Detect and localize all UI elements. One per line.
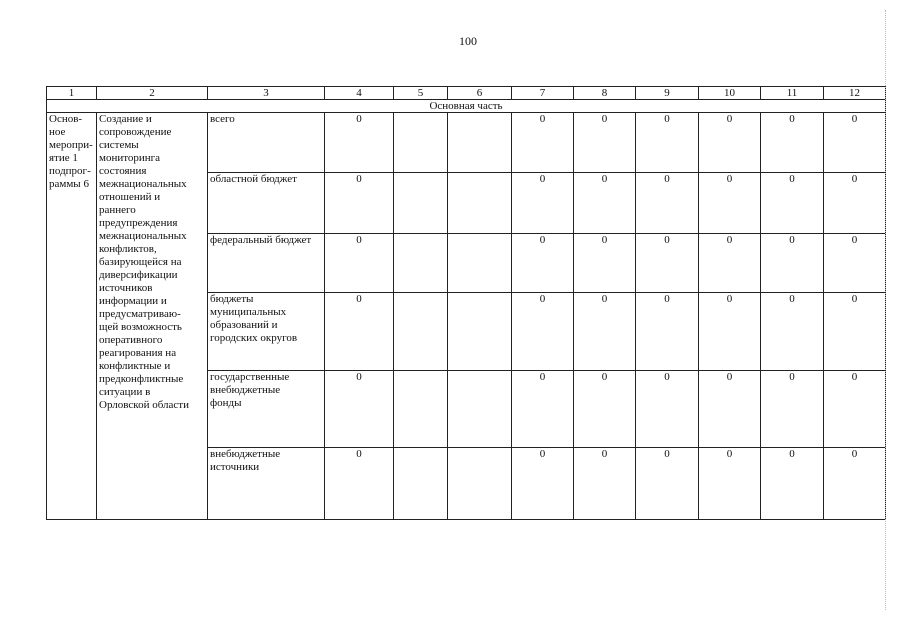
- funding-source-line: всего: [210, 113, 235, 125]
- value-cell: 0: [512, 293, 574, 371]
- value-cell: 0: [512, 234, 574, 293]
- value-cell: 0: [512, 113, 574, 173]
- funding-source-line: образований и: [210, 319, 278, 331]
- funding-source-line: городских округов: [210, 332, 298, 344]
- value-cell: 0: [761, 113, 824, 173]
- value-cell: 0: [512, 448, 574, 520]
- activity-description-line: отношений и: [99, 191, 161, 203]
- column-header: 2: [97, 87, 208, 100]
- funding-source-line: федеральный бюджет: [210, 234, 312, 246]
- value-cell: 0: [325, 293, 394, 371]
- funding-source-cell: [208, 113, 325, 173]
- activity-description-line: щей возможность: [99, 321, 182, 333]
- activity-description-line: базирующейся на: [99, 256, 182, 268]
- budget-table: [46, 86, 886, 520]
- funding-source-line: источники: [210, 461, 260, 473]
- funding-source-line: областной бюджет: [210, 173, 297, 185]
- value-cell: 0: [824, 448, 886, 520]
- activity-description-line: оперативного: [99, 334, 163, 346]
- value-cell: 0: [512, 371, 574, 448]
- funding-source-line: муниципальных: [210, 306, 287, 318]
- column-header: 9: [636, 87, 699, 100]
- value-cell: [394, 371, 448, 448]
- value-cell: 0: [824, 234, 886, 293]
- activity-description-line: конфликтов,: [99, 243, 157, 255]
- value-cell: 0: [325, 448, 394, 520]
- funding-source-cell: [208, 173, 325, 234]
- activity-description-line: источников: [99, 282, 153, 294]
- value-cell: 0: [636, 448, 699, 520]
- value-cell: [448, 448, 512, 520]
- event-label-line: Основ-: [49, 113, 83, 125]
- activity-description-line: Создание и: [99, 113, 152, 125]
- section-title: Основная часть: [47, 100, 886, 113]
- column-header: 12: [824, 87, 886, 100]
- value-cell: 0: [761, 234, 824, 293]
- value-cell: 0: [699, 173, 761, 234]
- value-cell: 0: [761, 293, 824, 371]
- value-cell: 0: [325, 371, 394, 448]
- activity-description-line: состояния: [99, 165, 147, 177]
- value-cell: 0: [761, 173, 824, 234]
- activity-description-line: мониторинга: [99, 152, 161, 164]
- activity-description-line: сопровождение: [99, 126, 172, 138]
- value-cell: 0: [574, 448, 636, 520]
- value-cell: 0: [574, 234, 636, 293]
- activity-description-line: предусматриваю-: [99, 308, 181, 320]
- value-cell: [448, 173, 512, 234]
- activity-description-line: межнациональных: [99, 178, 187, 190]
- value-cell: 0: [325, 234, 394, 293]
- funding-source-line: внебюджетные: [210, 384, 281, 396]
- activity-description-line: межнациональных: [99, 230, 187, 242]
- value-cell: 0: [574, 293, 636, 371]
- funding-source-line: государственные: [210, 371, 290, 383]
- page-number: 100: [459, 34, 477, 48]
- activity-description-line: системы: [99, 139, 139, 151]
- value-cell: 0: [574, 173, 636, 234]
- value-cell: [394, 113, 448, 173]
- funding-source-line: внебюджетные: [210, 448, 281, 460]
- column-header: 3: [208, 87, 325, 100]
- value-cell: 0: [699, 113, 761, 173]
- value-cell: [448, 371, 512, 448]
- value-cell: 0: [636, 113, 699, 173]
- value-cell: 0: [699, 293, 761, 371]
- value-cell: 0: [699, 234, 761, 293]
- column-header: 5: [394, 87, 448, 100]
- funding-source-line: бюджеты: [210, 293, 254, 305]
- event-label-line: ятие 1: [49, 152, 78, 164]
- column-header: 7: [512, 87, 574, 100]
- column-header-row: [47, 87, 886, 100]
- value-cell: 0: [325, 113, 394, 173]
- column-header: 11: [761, 87, 824, 100]
- value-cell: 0: [824, 173, 886, 234]
- column-header: 10: [699, 87, 761, 100]
- event-label-line: раммы 6: [49, 178, 89, 190]
- activity-description-line: ситуации в: [99, 386, 151, 398]
- value-cell: [448, 293, 512, 371]
- value-cell: 0: [636, 173, 699, 234]
- column-header: 6: [448, 87, 512, 100]
- value-cell: 0: [824, 113, 886, 173]
- value-cell: 0: [761, 371, 824, 448]
- value-cell: 0: [761, 448, 824, 520]
- value-cell: 0: [636, 371, 699, 448]
- event-label-line: меропри-: [49, 139, 93, 151]
- value-cell: [448, 113, 512, 173]
- activity-description-line: диверсификации: [99, 269, 178, 281]
- value-cell: 0: [574, 113, 636, 173]
- value-cell: [448, 234, 512, 293]
- activity-description-line: конфликтные и: [99, 360, 171, 372]
- value-cell: 0: [636, 234, 699, 293]
- column-header: 8: [574, 87, 636, 100]
- funding-source-cell: [208, 293, 325, 371]
- value-cell: [394, 234, 448, 293]
- value-cell: 0: [512, 173, 574, 234]
- value-cell: 0: [824, 371, 886, 448]
- value-cell: [394, 448, 448, 520]
- value-cell: 0: [824, 293, 886, 371]
- activity-description-line: предупреждения: [99, 217, 178, 229]
- value-cell: 0: [325, 173, 394, 234]
- value-cell: [394, 173, 448, 234]
- activity-description-line: раннего: [99, 204, 136, 216]
- column-header: 4: [325, 87, 394, 100]
- activity-description-line: Орловской области: [99, 399, 189, 411]
- section-row: [47, 100, 886, 113]
- event-label-cell: [47, 113, 97, 520]
- event-label-line: ное: [49, 126, 66, 138]
- activity-description-line: предконфликтные: [99, 373, 184, 385]
- table-row: [47, 113, 886, 173]
- column-header: 1: [47, 87, 97, 100]
- funding-source-line: фонды: [210, 397, 242, 409]
- funding-source-cell: [208, 448, 325, 520]
- event-label-line: подпрог-: [49, 165, 91, 177]
- funding-source-cell: [208, 234, 325, 293]
- value-cell: 0: [699, 371, 761, 448]
- activity-description-line: реагирования на: [99, 347, 177, 359]
- activity-description-cell: [97, 113, 208, 520]
- value-cell: 0: [699, 448, 761, 520]
- funding-source-cell: [208, 371, 325, 448]
- value-cell: 0: [636, 293, 699, 371]
- value-cell: [394, 293, 448, 371]
- page-edge-artifact: [885, 10, 887, 610]
- activity-description-line: информации и: [99, 295, 167, 307]
- value-cell: 0: [574, 371, 636, 448]
